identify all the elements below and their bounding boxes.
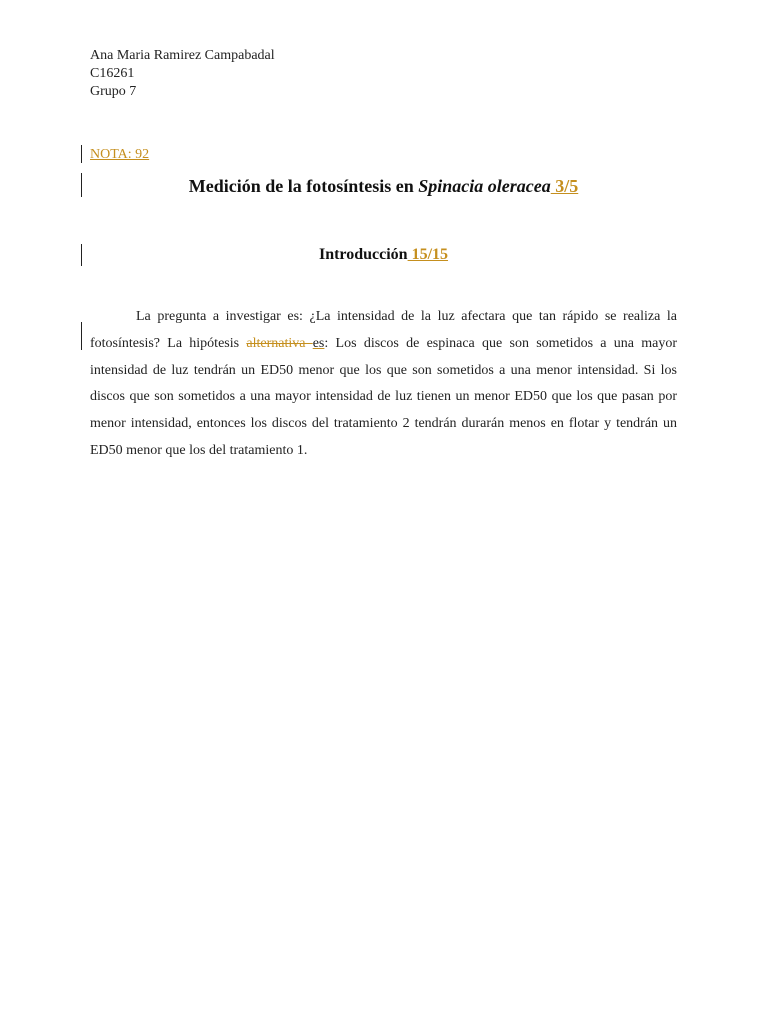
inserted-text: es — [312, 335, 325, 351]
heading-text: Introducción — [318, 246, 408, 263]
section-heading — [90, 244, 677, 266]
paragraph-text-continued: : Los discos de espinaca que son sometidos a una mayor intensidad de luz tendrán un ED50 menor que los que son sometidos a una menor intensidad. Si los discos que son sometidos a una mayor intensidad de luz tienen un menor ED50 que los que pasan por menor intensidad, entonces los discos del tratamiento 2 tendrán durarán menos en flotar y tendrán un ED50 menor que los del tratamiento 1. — [90, 335, 678, 458]
change-bar — [81, 145, 82, 163]
author-name: Ana Maria Ramirez Campabadal — [90, 48, 275, 63]
author-header — [90, 47, 275, 101]
title-text: Medición de la fotosíntesis en — [188, 176, 419, 196]
change-bar — [81, 244, 82, 266]
species-name: Spinacia oleracea — [418, 176, 551, 196]
paragraph-text: La pregunta a investigar es: ¿La intensidad de la luz afectara que tan rápido se realiza la fotosíntesis? La hipótesis — [90, 309, 677, 351]
group-number: Grupo 7 — [90, 84, 137, 99]
title-grade: 3/5 — [550, 176, 579, 196]
grade-note: NOTA: 92 — [90, 147, 150, 162]
change-bar — [81, 173, 82, 197]
introduction-paragraph — [90, 304, 677, 465]
change-bar — [81, 322, 82, 350]
student-id: C16261 — [90, 66, 135, 81]
deleted-text: alternativa — [246, 335, 313, 351]
section-grade: 15/15 — [407, 246, 449, 263]
document-title — [90, 174, 677, 198]
